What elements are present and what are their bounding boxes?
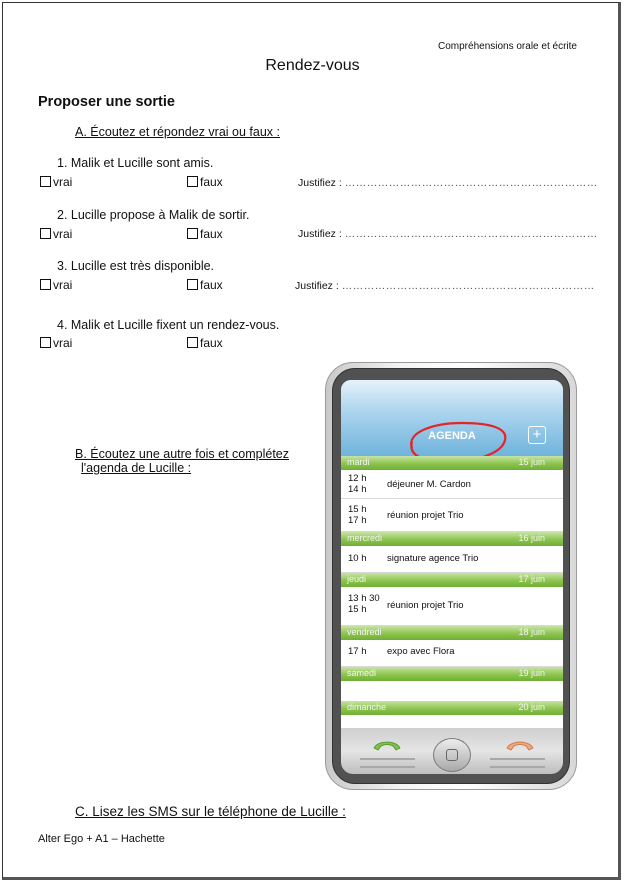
part-b-line-2: l'agenda de Lucille : [81,461,192,475]
q1-justify-field[interactable]: Justifiez : …………………………………………………………… [298,177,598,189]
agenda-entry[interactable]: 15 h 17 h réunion projet Trio [341,499,563,532]
divider [490,758,545,760]
q3-vrai-checkbox[interactable]: vrai [40,278,72,292]
checkbox-icon [40,228,51,239]
checkbox-icon [187,176,198,187]
footer-source: Alter Ego + A1 – Hachette [38,833,165,845]
q1-faux-checkbox[interactable]: faux [187,175,223,189]
question-3: 3. Lucille est très disponible. [57,259,215,273]
agenda-entry[interactable]: 12 h 14 h déjeuner M. Cardon [341,470,563,499]
q3-justify-field[interactable]: Justifiez : …………………………………………………………… [295,280,595,292]
checkbox-icon [40,279,51,290]
day-header-samedi: samedi 19 juin [341,667,563,681]
home-icon [446,749,458,761]
question-4: 4. Malik et Lucille fixent un rendez-vous. [57,318,280,332]
agenda-entry[interactable]: 10 h signature agence Trio [341,546,563,573]
divider [490,766,545,768]
call-icon[interactable] [370,737,404,753]
q1-vrai-checkbox[interactable]: vrai [40,175,72,189]
divider [360,758,415,760]
page-title: Rendez-vous [265,57,360,74]
agenda-title: AGENDA [428,430,476,442]
hang-up-icon[interactable] [503,737,537,753]
day-header-vendredi: vendredi 18 juin [341,626,563,640]
checkbox-icon [187,228,198,239]
part-b-instruction [75,447,289,475]
home-button[interactable] [433,738,471,772]
q4-faux-checkbox[interactable]: faux [187,336,223,350]
q2-vrai-checkbox[interactable]: vrai [40,227,72,241]
part-a-instruction: A. Écoutez et répondez vrai ou faux : [75,125,280,139]
checkbox-icon [187,337,198,348]
section-title: Proposer une sortie [38,94,175,110]
day-header-jeudi: jeudi 17 juin [341,573,563,587]
divider [360,766,415,768]
q4-vrai-checkbox[interactable]: vrai [40,336,72,350]
add-event-button[interactable]: + [528,426,546,444]
agenda-entry[interactable]: 17 h expo avec Flora [341,640,563,667]
day-header-mardi: mardi 15 juin [341,456,563,470]
part-c-instruction: C. Lisez les SMS sur le téléphone de Lucille : [75,804,346,819]
checkbox-icon [40,176,51,187]
question-2: 2. Lucille propose à Malik de sortir. [57,208,250,222]
checkbox-icon [187,279,198,290]
question-1: 1. Malik et Lucille sont amis. [57,156,214,170]
part-b-line-1: B. Écoutez une autre fois et complétez [75,447,290,461]
header-category: Compréhensions orale et écrite [438,41,577,52]
agenda-empty-slot[interactable] [341,715,563,728]
q2-justify-field[interactable]: Justifiez : …………………………………………………………… [298,228,598,240]
checkbox-icon [40,337,51,348]
agenda-entry[interactable]: 13 h 30 15 h réunion projet Trio [341,587,563,626]
q3-faux-checkbox[interactable]: faux [187,278,223,292]
day-header-dimanche: dimanche 20 juin [341,701,563,715]
agenda-empty-slot[interactable] [341,681,563,701]
q2-faux-checkbox[interactable]: faux [187,227,223,241]
day-header-mercredi: mercredi 16 juin [341,532,563,546]
